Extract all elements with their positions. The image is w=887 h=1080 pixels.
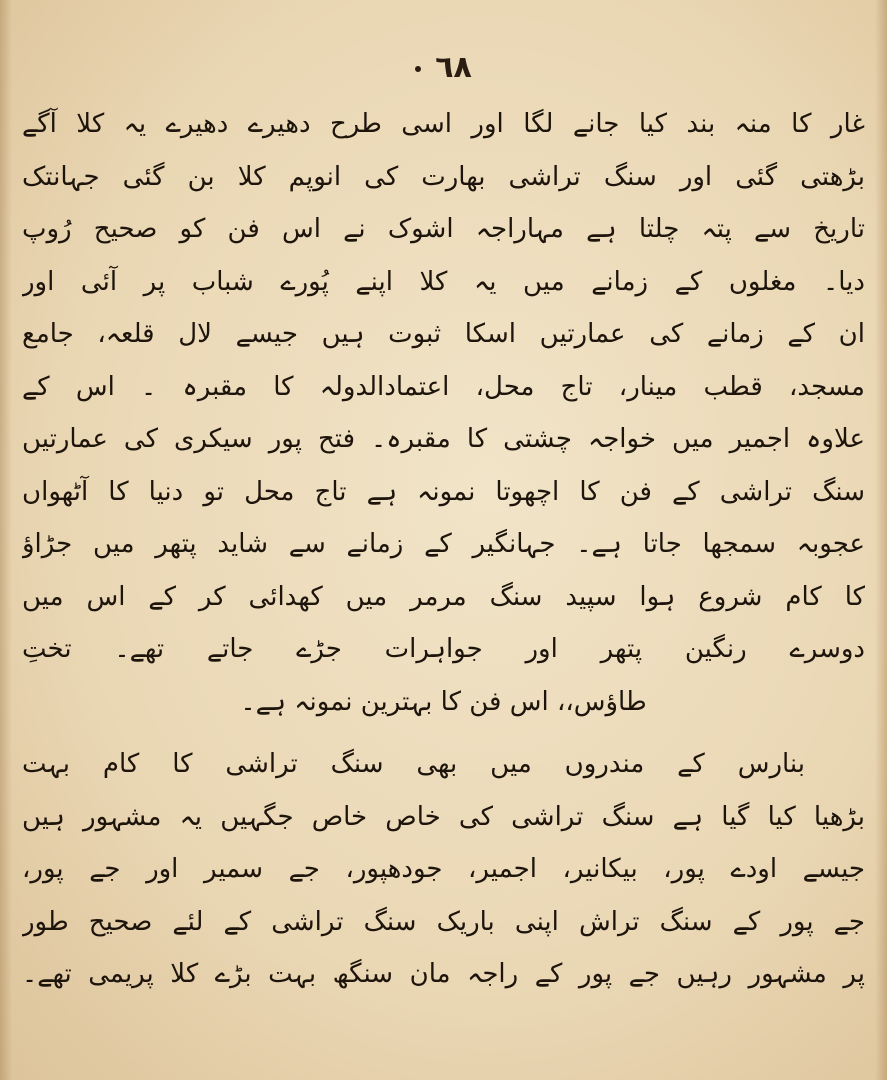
text-line: جے پور کے سنگ تراش اپنی باریک سنگ تراشی کے لئے صحیح طور bbox=[22, 906, 865, 937]
text-line-paragraph-end: طاؤس،، اس فن کا بہترین نمونہ ہے۔ bbox=[240, 686, 647, 717]
text-line: مسجد، قطب مینار، تاج محل، اعتمادالدولہ کا مقبرہ ۔ اس کے bbox=[22, 371, 865, 402]
body-text bbox=[22, 98, 865, 1001]
page-number-dot bbox=[415, 66, 421, 72]
text-line: بڑھتی گئی اور سنگ تراشی بھارت کی انوپم کلا بن گئی جہانتک bbox=[22, 161, 865, 192]
text-line: بڑھیا کیا گیا ہے سنگ تراشی کی خاص خاص جگہیں یہ مشہور ہیں bbox=[22, 801, 865, 832]
text-line: تاریخ سے پتہ چلتا ہے مہاراجہ اشوک نے اس فن کو صحیح رُوپ bbox=[22, 214, 865, 244]
text-line: پر مشہور رہیں جے پور کے راجہ مان سنگھ بہت بڑے کلا پریمی تھے۔ bbox=[22, 959, 865, 989]
text-line: جیسے اودے پور، بیکانیر، اجمیر، جودھپور، جے سمیر اور جے پور، bbox=[22, 854, 865, 884]
text-line-paragraph-start: بنارس کے مندروں میں بھی سنگ تراشی کا کام بہت bbox=[22, 749, 805, 779]
text-line: غار کا منہ بند کیا جانے لگا اور اسی طرح دھیرے دھیرے یہ کلا آگے bbox=[22, 109, 865, 139]
text-line: عجوبہ سمجھا جاتا ہے۔ جہانگیر کے زمانے سے شاید پتھر میں جڑاؤ bbox=[22, 529, 865, 559]
text-line: دوسرے رنگین پتھر اور جواہرات جڑے جاتے تھے۔ تختِ bbox=[22, 634, 865, 664]
text-line: کا کام شروع ہوا سپید سنگ مرمر میں کھدائی کر کے اس میں bbox=[22, 581, 865, 612]
page-edge-shadow-left bbox=[0, 0, 12, 1080]
text-line: علاوہ اجمیر میں خواجہ چشتی کا مقبرہ۔ فتح پور سیکری کی عمارتیں bbox=[22, 424, 865, 454]
page-number bbox=[0, 50, 887, 85]
text-line: دیا۔ مغلوں کے زمانے میں یہ کلا اپنے پُورے شباب پر آئی اور bbox=[22, 266, 865, 297]
page-number-text: ٦٨ bbox=[435, 50, 472, 85]
text-line: ان کے زمانے کی عمارتیں اسکا ثبوت ہیں جیسے لال قلعہ، جامع bbox=[22, 319, 865, 349]
text-line: سنگ تراشی کے فن کا اچھوتا نمونہ ہے تاج محل تو دنیا کا آٹھواں bbox=[22, 476, 865, 507]
page-edge-shadow-right bbox=[875, 0, 887, 1080]
